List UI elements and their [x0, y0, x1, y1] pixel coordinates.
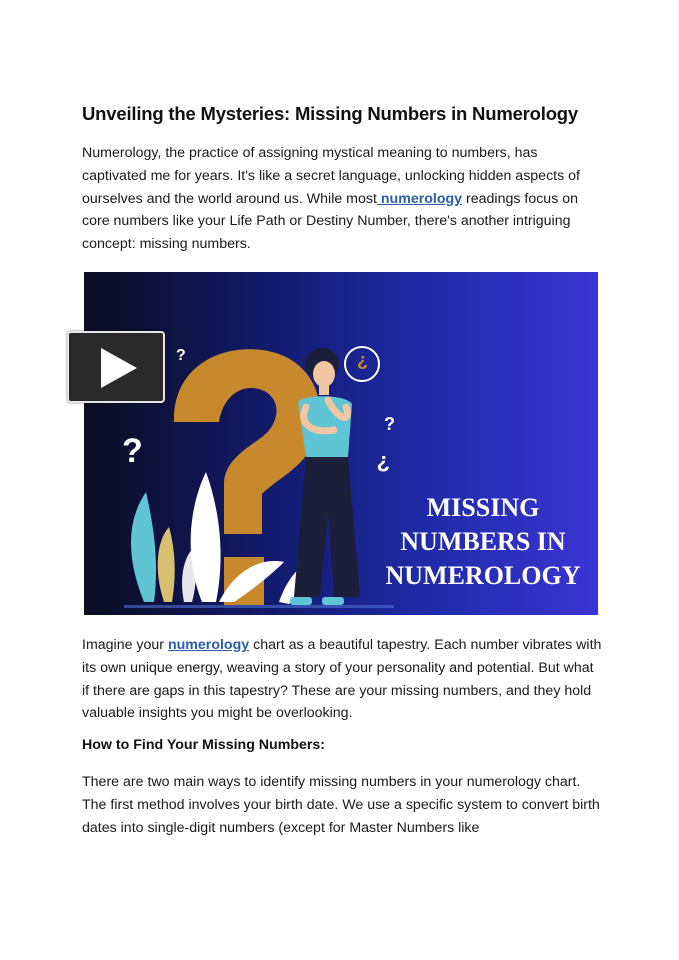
section-heading: How to Find Your Missing Numbers: [82, 737, 326, 753]
tapestry-text-1: Imagine your [82, 637, 168, 653]
article-title: Unveiling the Mysteries: Missing Numbers in Numerology [82, 103, 578, 124]
banner-line-1: MISSING [426, 493, 540, 522]
play-icon [99, 346, 139, 390]
intro-paragraph [82, 142, 602, 256]
play-button[interactable] [67, 331, 165, 403]
small-question-4: ? [376, 451, 390, 476]
intro-text-2: readings focus on core numbers like your Life Path or Destiny Number, there's another intriguing concept: missing numbers. [82, 190, 579, 253]
floor-line [124, 605, 394, 608]
small-question-1: ? [176, 347, 186, 364]
numerology-link-1[interactable]: numerology [376, 190, 463, 207]
hero-image [84, 272, 598, 615]
svg-text:?: ? [357, 352, 368, 372]
small-question-3: ? [384, 414, 395, 434]
numerology-link-2[interactable]: numerology [167, 637, 250, 653]
intro-text-1: Numerology, the practice of assigning mystical meaning to numbers, has captivated me for years. It's like a secret language, unlocking hidden aspects of ourselves and the world around us. While most [82, 145, 580, 207]
banner-line-2: NUMBERS IN [400, 527, 566, 556]
tapestry-paragraph [82, 634, 602, 725]
tapestry-text-2: chart as a beautiful tapestry. Each number vibrates with its own unique energy, weaving a story of your personality and potential. But what if there are gaps in this tapestry? These are your missing numbers, and they hold valuable insights you might be overlooking. [82, 637, 602, 722]
banner-line-3: NUMEROLOGY [385, 561, 581, 590]
method-paragraph: There are two main ways to identify missing numbers in your numerology chart. The first method involves your birth date. We use a specific system to convert birth dates into single-digit numbers (except for Master Numbers like [82, 774, 600, 836]
small-question-2: ? [122, 432, 143, 470]
hero-illustration [84, 272, 598, 615]
